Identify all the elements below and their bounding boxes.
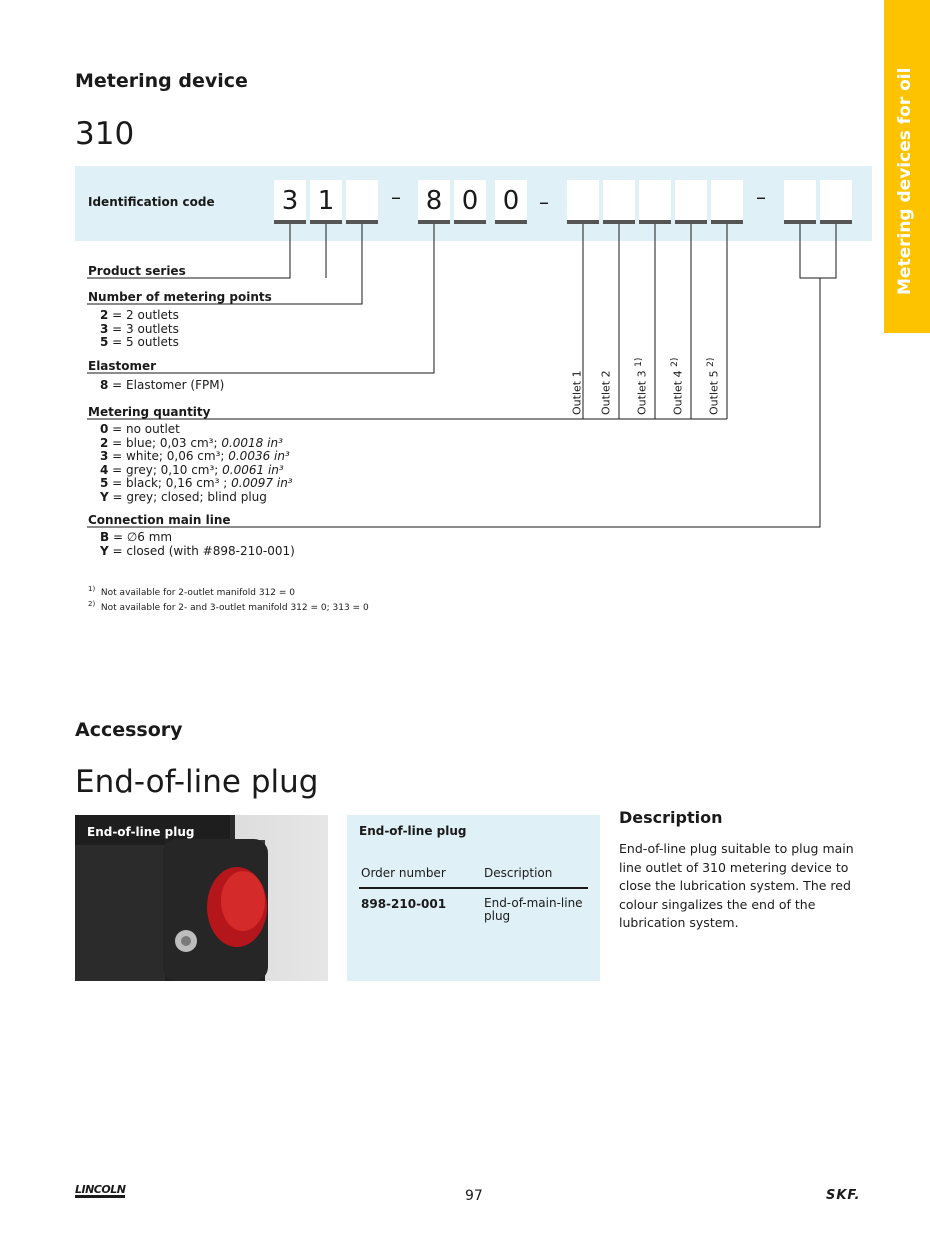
option-row: 0 = no outlet bbox=[100, 422, 180, 436]
elastomer-label: Elastomer bbox=[88, 359, 157, 373]
code-separator: – bbox=[391, 185, 401, 209]
option-row: B = ∅6 mm bbox=[100, 530, 173, 544]
connection-options bbox=[100, 531, 295, 558]
accessory-section-title: Accessory bbox=[75, 719, 183, 741]
accessory-title: End-of-line plug bbox=[75, 764, 319, 800]
option-row: 2 = 2 outlets bbox=[100, 308, 179, 322]
outlet-label: Outlet 1 bbox=[570, 370, 584, 415]
end-of-line-plug-image bbox=[75, 815, 328, 981]
connection-main-line-label: Connection main line bbox=[88, 513, 231, 527]
metering-points-label: Number of metering points bbox=[88, 290, 272, 304]
model-number: 310 bbox=[75, 116, 135, 152]
metering-quantity-options bbox=[100, 423, 293, 504]
option-row: 3 = 3 outlets bbox=[100, 321, 179, 336]
code-box: 1 bbox=[310, 180, 342, 224]
outlet-label: Outlet 3 $^{1)}$ bbox=[633, 357, 649, 415]
outlet-label: Outlet 5 $^{2)}$ bbox=[705, 357, 721, 415]
footnote: $^{1)}$ Not available for 2-outlet manifold 312 = 0 bbox=[88, 585, 295, 598]
metering-points-options bbox=[100, 309, 179, 350]
option-row: 5 = 5 outlets bbox=[100, 335, 179, 349]
option-row: 5 = black; 0,16 cm³ ; 0.0097 in³ bbox=[100, 476, 293, 490]
footnote: $^{2)}$ Not available for 2- and 3-outlet manifold 312 = 0; 313 = 0 bbox=[88, 600, 369, 613]
option-row: 3 = white; 0,06 cm³; 0.0036 in³ bbox=[100, 449, 290, 463]
description-heading: Description bbox=[619, 808, 723, 827]
elastomer-options bbox=[100, 379, 224, 393]
skf-logo: SKF. bbox=[826, 1188, 861, 1203]
photo-caption: End-of-line plug bbox=[87, 825, 195, 839]
side-tab-label: Metering devices for oil bbox=[895, 67, 915, 295]
option-row: 4 = grey; 0,10 cm³; 0.0061 in³ bbox=[100, 462, 284, 477]
footnotes bbox=[88, 584, 369, 614]
code-separator: – bbox=[539, 190, 549, 214]
order-table-panel bbox=[347, 815, 600, 981]
code-box: 3 bbox=[274, 180, 306, 224]
section-title: Metering device bbox=[75, 70, 248, 92]
column-header-order: Order number bbox=[361, 866, 446, 880]
metering-quantity-label: Metering quantity bbox=[88, 405, 211, 419]
code-box: 8 bbox=[418, 180, 450, 224]
description-cell: End-of-main-line plug bbox=[484, 896, 583, 923]
code-box: 0 bbox=[495, 180, 527, 224]
product-photo bbox=[75, 815, 328, 981]
option-row: Y = grey; closed; blind plug bbox=[100, 489, 267, 504]
code-separator: – bbox=[756, 185, 766, 209]
code-box: 0 bbox=[454, 180, 486, 224]
option-row: 8 = Elastomer (FPM) bbox=[100, 378, 225, 392]
table-title: End-of-line plug bbox=[359, 824, 467, 838]
identification-code-label: Identification code bbox=[88, 195, 215, 209]
column-header-description: Description bbox=[484, 866, 553, 880]
page-number: 97 bbox=[465, 1188, 483, 1204]
description-text: End-of-line plug suitable to plug main line outlet of 310 metering device to close the lubrication system. The red colour singalizes the end of the lubrication system. bbox=[619, 841, 854, 930]
option-row: 2 = blue; 0,03 cm³; 0.0018 in³ bbox=[100, 435, 283, 450]
option-row: Y = closed (with #898-210-001) bbox=[100, 543, 295, 558]
table-header-rule bbox=[359, 887, 588, 889]
lincoln-logo: LINCOLN bbox=[75, 1183, 126, 1196]
product-series-label: Product series bbox=[88, 264, 186, 278]
outlet-label: Outlet 4 $^{2)}$ bbox=[669, 357, 685, 415]
outlet-label: Outlet 2 bbox=[599, 370, 613, 415]
order-number-cell: 898-210-001 bbox=[361, 897, 447, 911]
